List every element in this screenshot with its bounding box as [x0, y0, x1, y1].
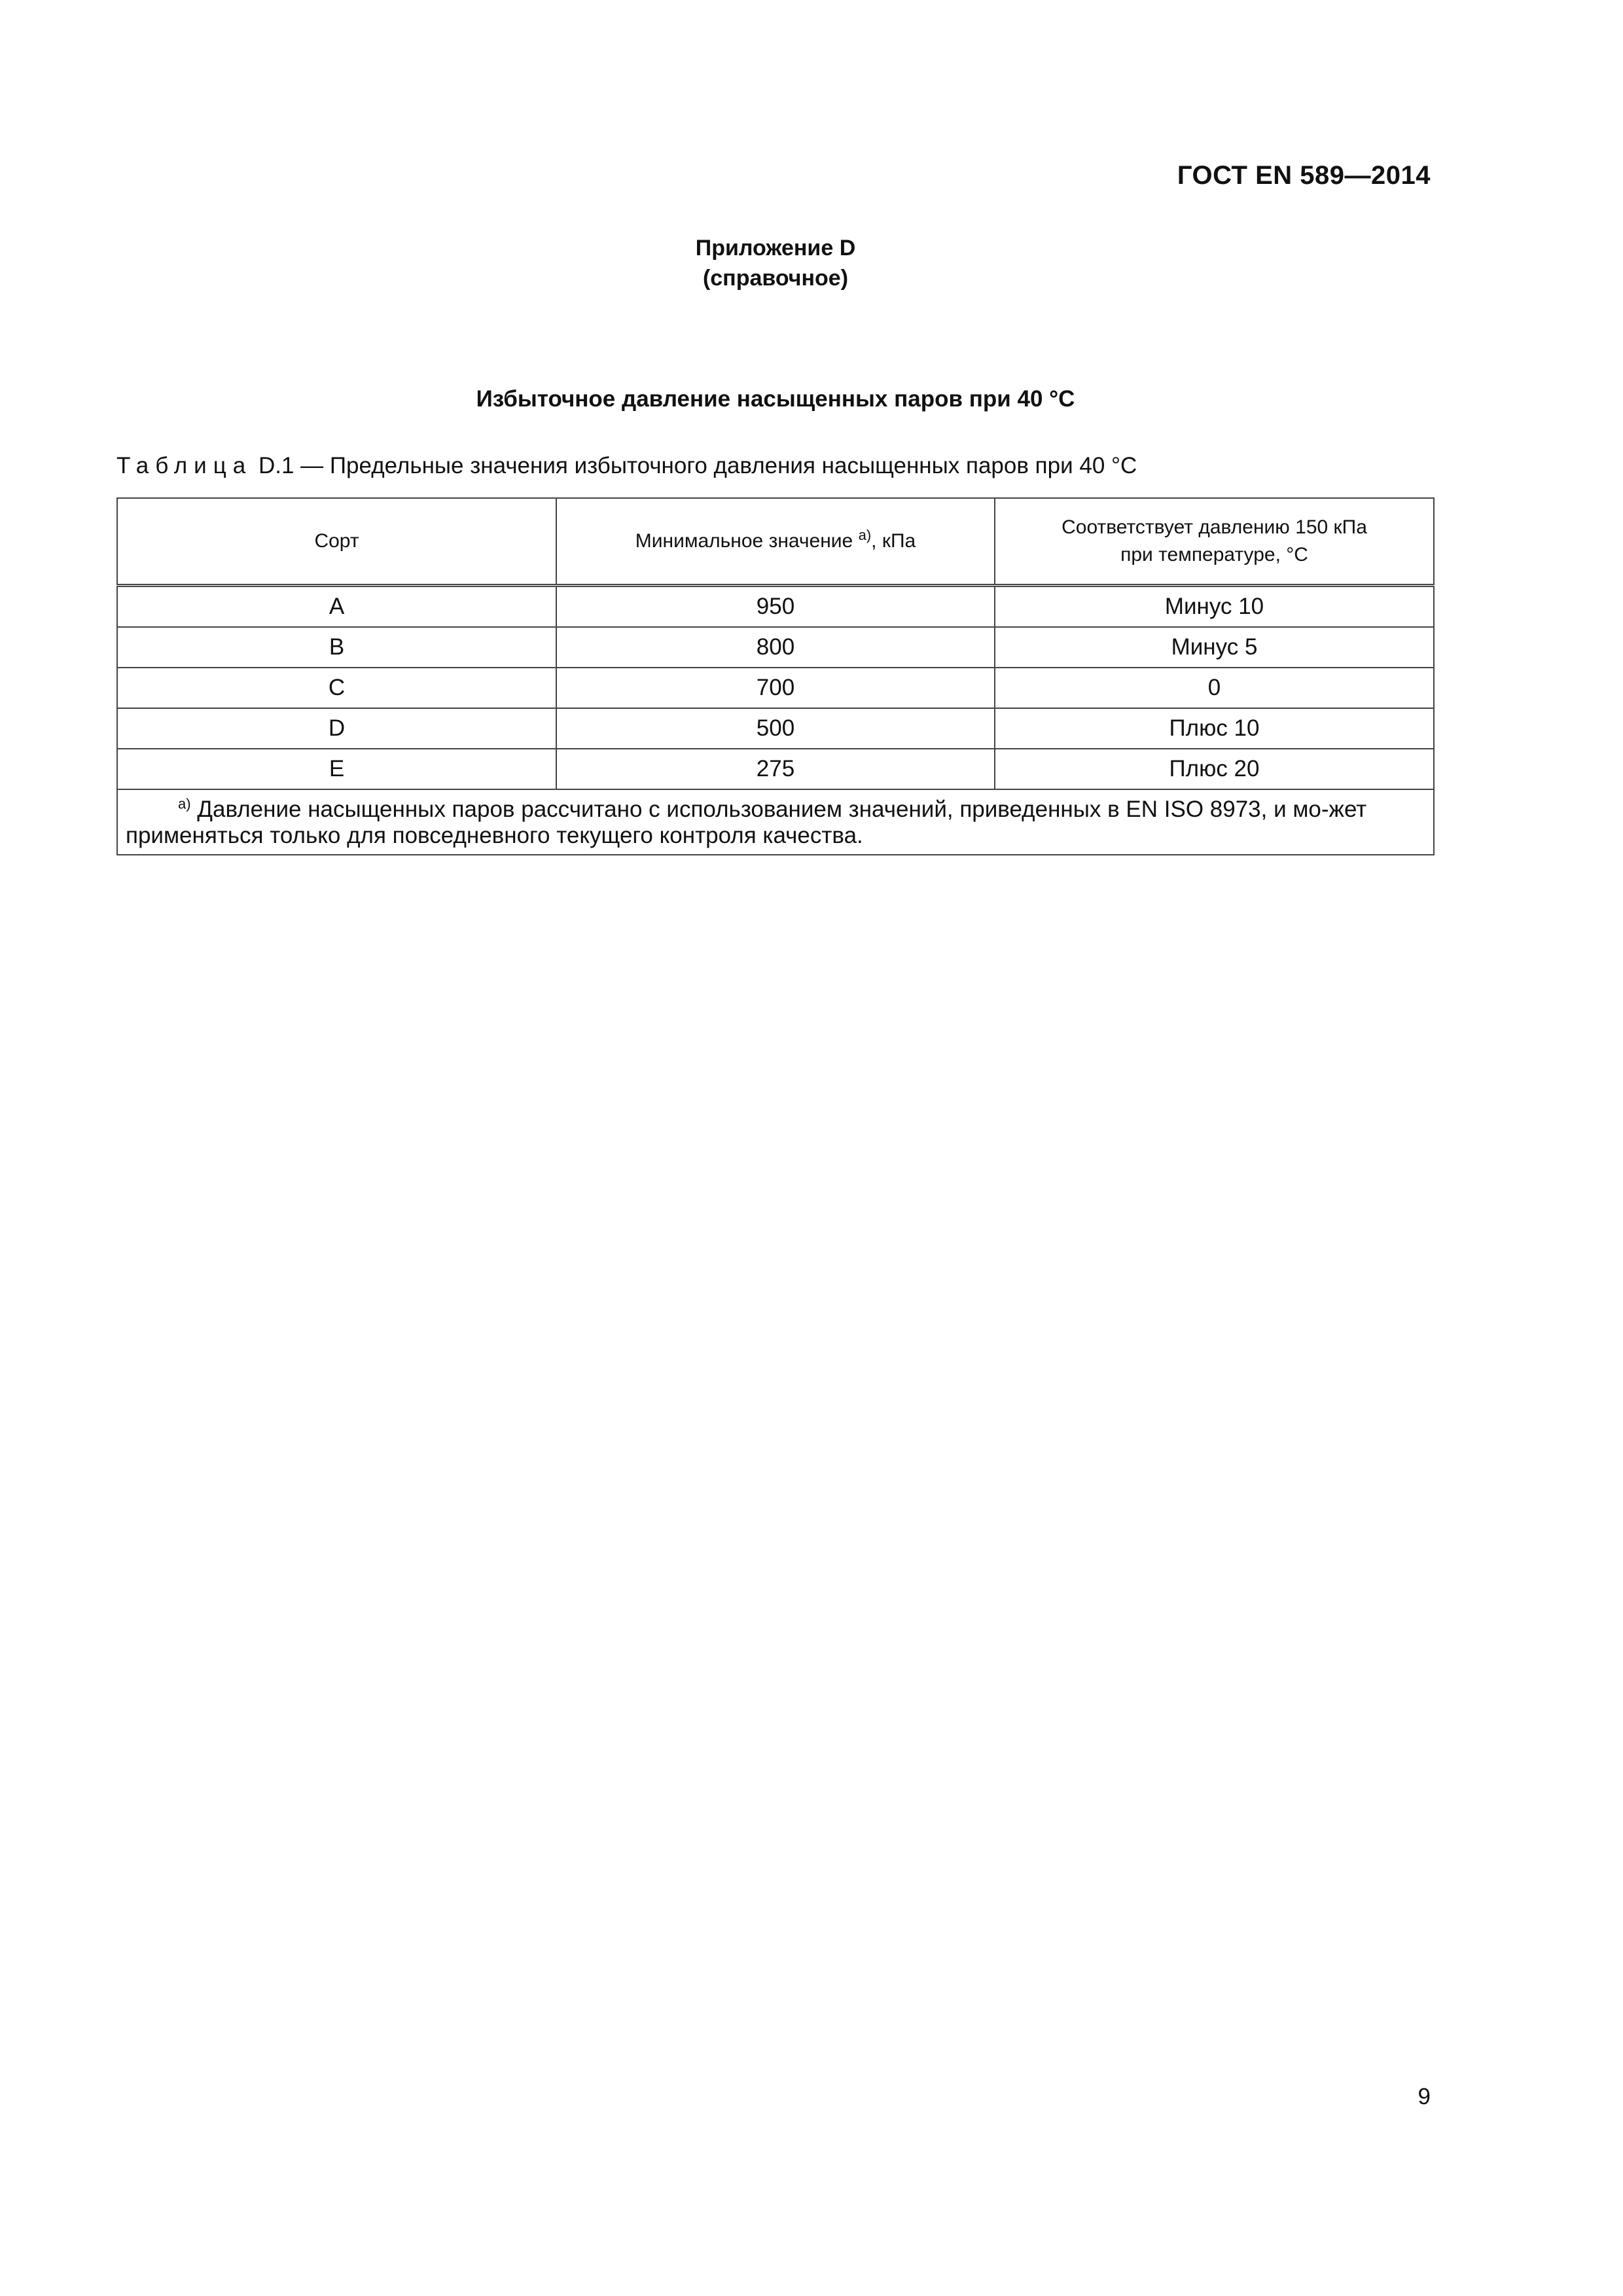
table-row	[117, 668, 1434, 708]
table-footnote-row	[117, 789, 1434, 855]
cell-grade: B	[117, 627, 556, 668]
footnote-ref: а)	[858, 527, 872, 543]
table-caption-label: Таблица	[116, 453, 253, 478]
table-row	[117, 586, 1434, 628]
cell-min-value: 700	[556, 668, 995, 708]
header-temperature: Соответствует давлению 150 кПа при температуре, °С	[995, 498, 1434, 586]
cell-grade: D	[117, 708, 556, 749]
document-code: ГОСТ EN 589—2014	[1177, 161, 1431, 190]
cell-min-value: 275	[556, 749, 995, 789]
table-row	[117, 627, 1434, 668]
cell-temperature: Минус 10	[995, 586, 1434, 628]
cell-temperature: Минус 5	[995, 627, 1434, 668]
cell-temperature: Плюс 10	[995, 708, 1434, 749]
appendix-title: Приложение D	[695, 236, 856, 260]
table-caption	[116, 453, 1137, 479]
pressure-table	[116, 497, 1435, 855]
appendix-status: (справочное)	[702, 266, 849, 291]
section-title: Избыточное давление насыщенных паров при 40 °С	[476, 386, 1075, 412]
cell-grade: C	[117, 668, 556, 708]
table-row	[117, 749, 1434, 789]
cell-grade: A	[117, 586, 556, 628]
footnote-marker: а)	[178, 795, 191, 812]
cell-temperature: Плюс 20	[995, 749, 1434, 789]
table-row	[117, 708, 1434, 749]
cell-min-value: 950	[556, 586, 995, 628]
table-caption-text: D.1 — Предельные значения избыточного давления насыщенных паров при 40 °С	[252, 453, 1137, 478]
cell-min-value: 800	[556, 627, 995, 668]
cell-grade: E	[117, 749, 556, 789]
table-footnote	[117, 789, 1434, 855]
cell-temperature: 0	[995, 668, 1434, 708]
header-min-value: Минимальное значение $^{а)}$, кПа	[556, 498, 995, 586]
header-grade: Сорт	[117, 498, 556, 586]
footnote-text: Давление насыщенных паров рассчитано с использованием значений, приведенных в EN ISO 8973, и мо-жет применяться только для повседневного текущего контроля качества.	[126, 797, 1367, 848]
appendix-heading	[0, 233, 1551, 293]
cell-min-value: 500	[556, 708, 995, 749]
page-number: 9	[1418, 2084, 1431, 2109]
table-header-row	[117, 498, 1434, 586]
